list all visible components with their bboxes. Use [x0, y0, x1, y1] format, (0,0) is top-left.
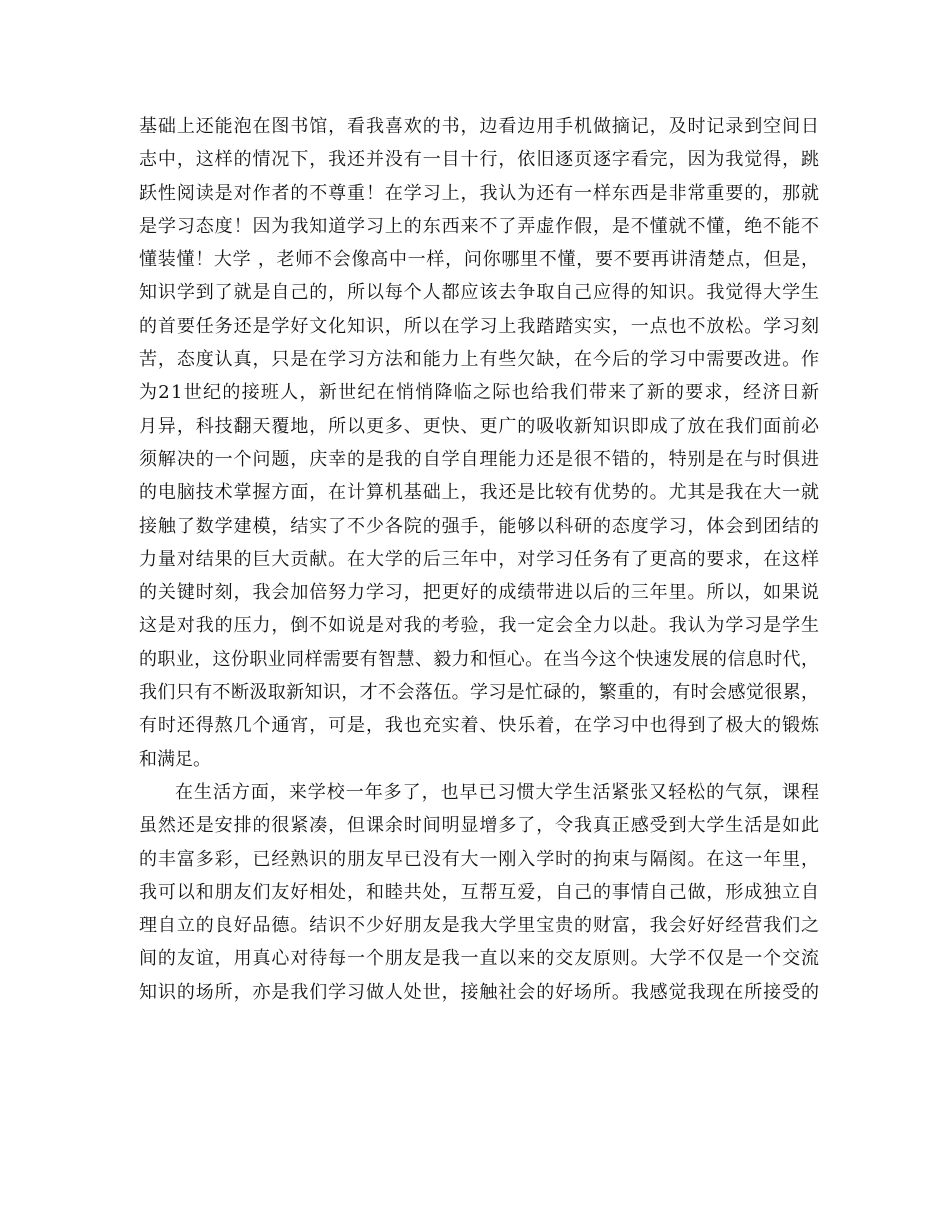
text-line: 苦，态度认真，只是在学习方法和能力上有些欠缺，在今后的学习中需要改进。作 [139, 349, 820, 371]
text-line: 我们只有不断汲取新知识，才不会落伍。学习是忙碌的，繁重的，有时会感觉很累， [139, 682, 820, 704]
text-line: 的首要任务还是学好文化知识，所以在学习上我踏踏实实，一点也不放松。学习刻 [139, 315, 820, 337]
text-line: 和满足。 [139, 748, 211, 770]
text-line: 这是对我的压力，倒不如说是对我的考验，我一定会全力以赴。我认为学习是学生 [139, 615, 820, 637]
text-line: 理自立的良好品德。结识不少好朋友是我大学里宝贵的财富，我会好好经营我们之 [139, 915, 820, 937]
text-line: 懂装懂！大学 ，老师不会像高中一样，问你哪里不懂，要不要再讲清楚点，但是， [139, 249, 820, 271]
text-line: 跃性阅读是对作者的不尊重！在学习上，我认为还有一样东西是非常重要的，那就 [139, 182, 820, 204]
text-line: 知识学到了就是自己的，所以每个人都应该去争取自己应得的知识。我觉得大学生 [139, 282, 820, 304]
text-line: 是学习态度！因为我知道学习上的东西来不了弄虚作假，是不懂就不懂，绝不能不 [139, 215, 820, 237]
text-line: 在生活方面，来学校一年多了，也早已习惯大学生活紧张又轻松的气氛，课程 [175, 781, 820, 803]
body-text [139, 110, 819, 1009]
text-line: 接触了数学建模，结实了不少各院的强手，能够以科研的态度学习，体会到团结的 [139, 515, 820, 537]
text-line: 志中，这样的情况下，我还并没有一目十行，依旧逐页逐字看完，因为我觉得，跳 [139, 149, 820, 171]
text-line: 虽然还是安排的很紧凑，但课余时间明显增多了，令我真正感受到大学生活是如此 [139, 815, 820, 837]
text-line: 的电脑技术掌握方面，在计算机基础上，我还是比较有优势的。尤其是我在大一就 [139, 482, 820, 504]
text-line: 为21世纪的接班人，新世纪在悄悄降临之际也给我们带来了新的要求，经济日新 [139, 382, 821, 404]
text-line: 月异，科技翻天覆地，所以更多、更快、更广的吸收新知识即成了放在我们面前必 [139, 415, 820, 437]
text-line: 的关键时刻，我会加倍努力学习，把更好的成绩带进以后的三年里。所以，如果说 [139, 582, 820, 604]
text-line: 间的友谊，用真心对待每一个朋友是我一直以来的交友原则。大学不仅是一个交流 [139, 948, 820, 970]
text-line: 知识的场所，亦是我们学习做人处世，接触社会的好场所。我感觉我现在所接受的 [139, 981, 820, 1003]
text-line: 的职业，这份职业同样需要有智慧、毅力和恒心。在当今这个快速发展的信息时代， [139, 648, 820, 670]
text-line: 我可以和朋友们友好相处，和睦共处，互帮互爱，自己的事情自己做，形成独立自 [139, 881, 820, 903]
text-line: 基础上还能泡在图书馆，看我喜欢的书，边看边用手机做摘记，及时记录到空间日 [139, 116, 820, 137]
text-line: 有时还得熬几个通宵，可是，我也充实着、快乐着，在学习中也得到了极大的锻炼 [139, 715, 820, 737]
text-line: 力量对结果的巨大贡献。在大学的后三年中，对学习任务有了更高的要求，在这样 [139, 548, 820, 570]
text-line: 的丰富多彩，已经熟识的朋友早已没有大一刚入学时的拘束与隔阂。在这一年里， [139, 848, 820, 870]
text-line: 须解决的一个问题，庆幸的是我的自学自理能力还是很不错的，特别是在与时俱进 [139, 448, 820, 470]
